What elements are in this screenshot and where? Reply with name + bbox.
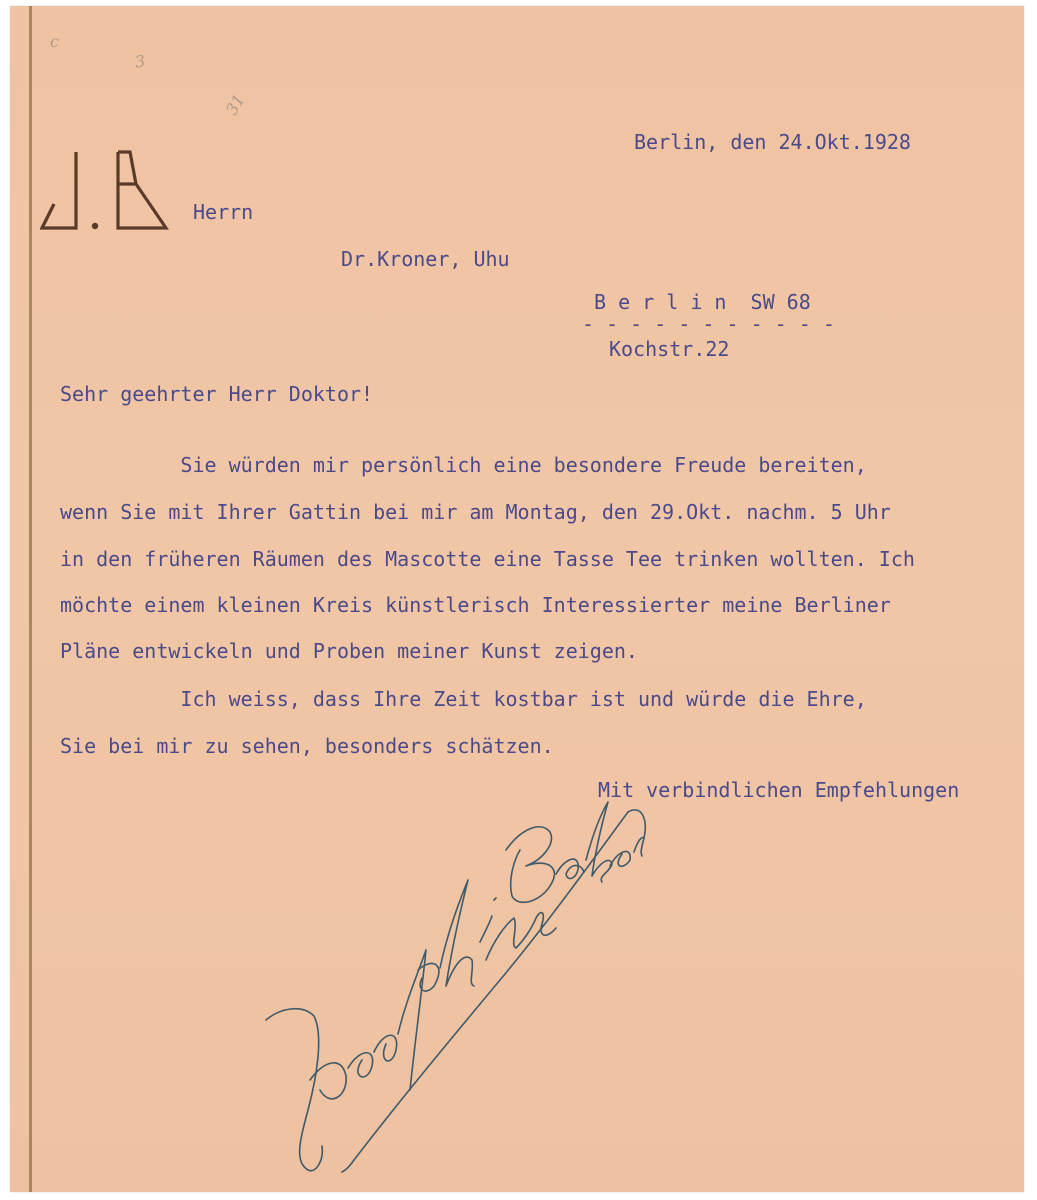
body-line: wenn Sie mit Ihrer Gattin bei mir am Montag, den 29.Okt. nachm. 5 Uhr [60,500,891,524]
body-line: Sie würden mir persönlich eine besondere Freude bereiten, [60,453,867,477]
paper-fold-line [29,6,32,1192]
recipient-title: Herrn [193,200,254,224]
body-line: Ich weiss, dass Ihre Zeit kostbar ist und würde die Ehre, [60,687,867,711]
body-line: in den früheren Räumen des Mascotte eine Tasse Tee trinken wollten. Ich [60,547,915,571]
city-underline: - - - - - - - - - - - [582,312,835,336]
recipient-street: Kochstr.22 [609,337,730,361]
pencil-mark-number-2: 31 [221,90,249,119]
recipient-name: Dr.Kroner, Uhu [341,247,510,271]
body-line: möchte einem kleinen Kreis künstlerisch Interessierter meine Berliner [60,593,891,617]
greeting: Sehr geehrter Herr Doktor! [60,382,374,406]
body-line: Pläne entwickeln und Proben meiner Kunst zeigen. [60,639,638,663]
pencil-mark-c: c [50,32,59,51]
recipient-city: B e r l i n SW 68 [594,290,811,314]
closing-line: Mit verbindlichen Empfehlungen [598,778,960,802]
body-line: Sie bei mir zu sehen, besonders schätzen. [60,734,554,758]
jb-monogram-logo [40,150,170,236]
handwritten-signature [250,790,650,1190]
date-line: Berlin, den 24.Okt.1928 [634,130,911,154]
pencil-mark-number: 3 [133,51,147,72]
